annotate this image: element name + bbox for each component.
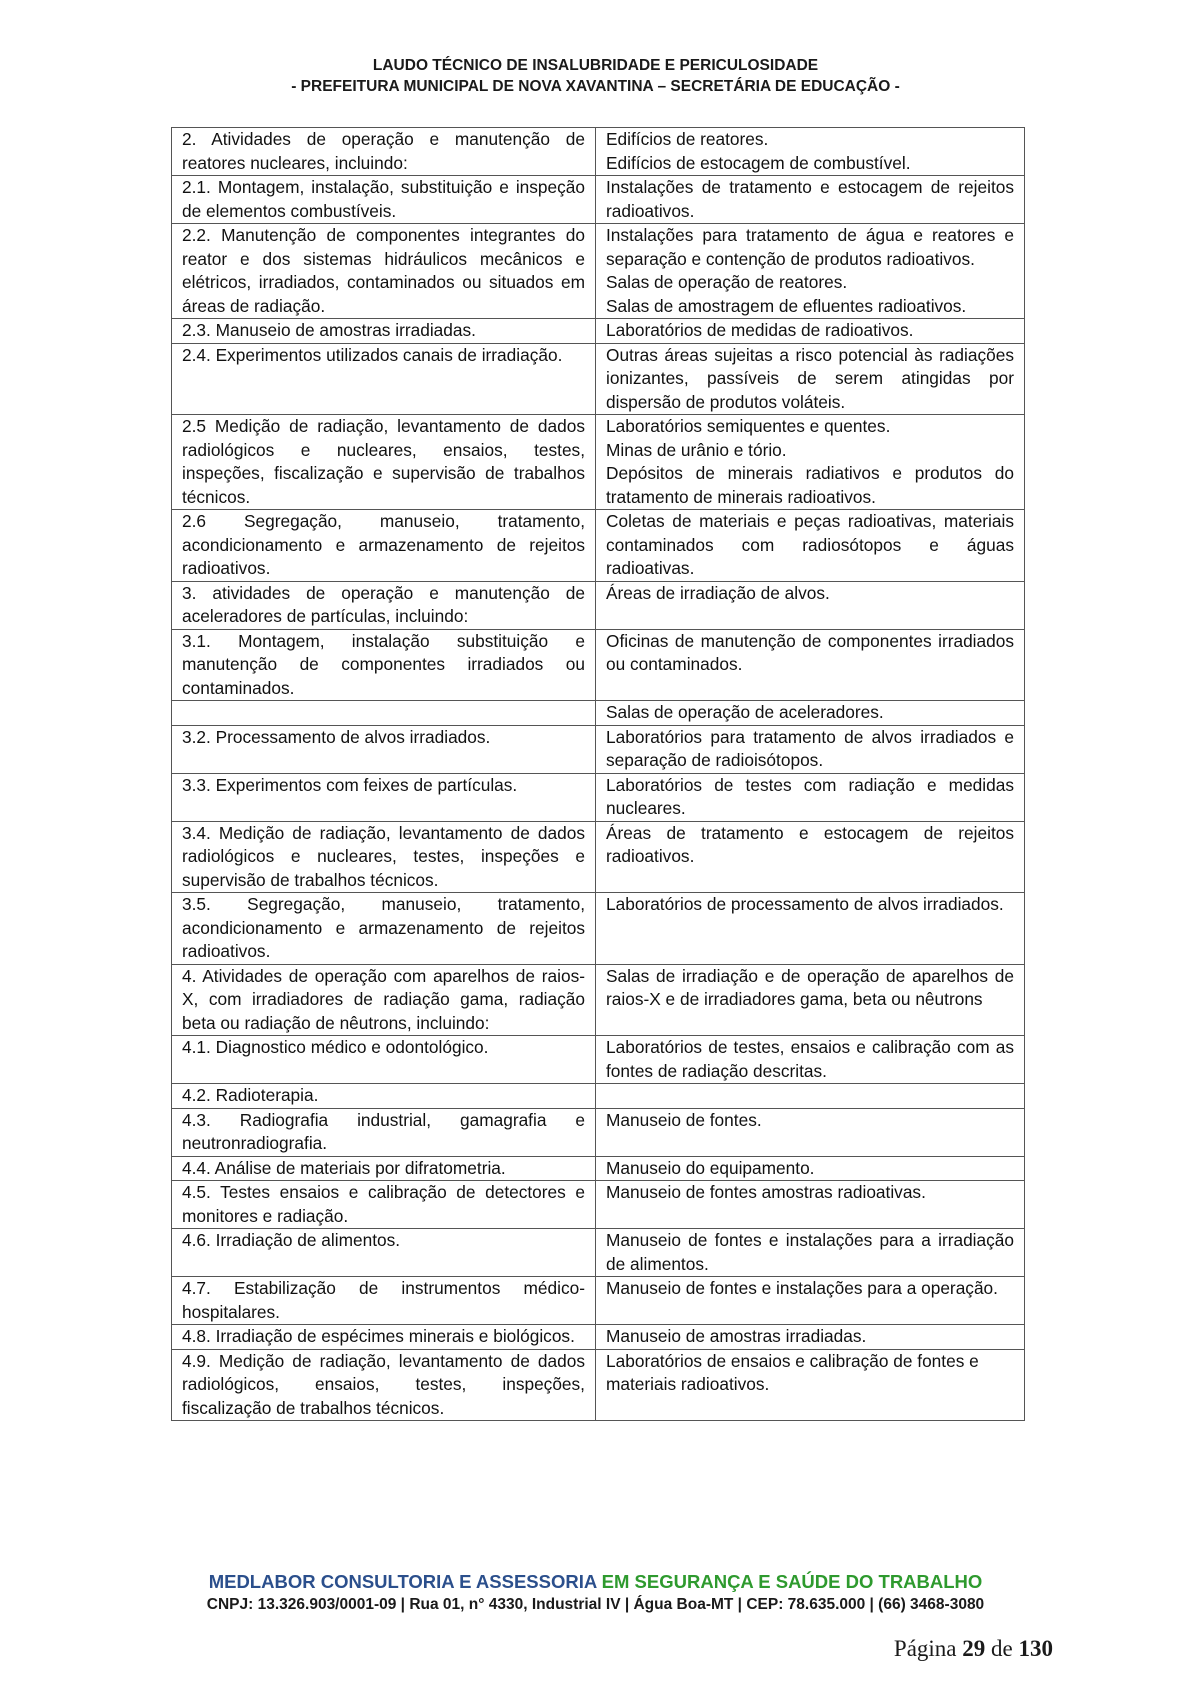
area-line: Salas de irradiação e de operação de aparelhos de raios-X e de irradiadores gama, beta ou nêutrons (606, 965, 1014, 1009)
activity-cell: 4. Atividades de operação com aparelhos de raios-X, com irradiadores de radiação gama, radiação beta ou radiação de nêutrons, incluindo: (172, 964, 596, 1036)
table-row (172, 1036, 1025, 1084)
page-label: Página (893, 1636, 957, 1661)
table-row (172, 415, 1025, 510)
area-line: Salas de amostragem de efluentes radioativos. (606, 295, 967, 316)
activity-cell: 4.7. Estabilização de instrumentos médico-hospitalares. (172, 1277, 596, 1325)
area-cell (596, 701, 1025, 726)
area-cell (596, 581, 1025, 629)
area-cell (596, 319, 1025, 344)
area-line: Outras áreas sujeitas a risco potencial às radiações ionizantes, passíveis de serem atingidas por dispersão de produtos voláteis. (606, 344, 1014, 412)
activity-cell: 2.2. Manutenção de componentes integrantes do reator e dos sistemas hidráulicos mecânicos e elétricos, irradiados, contaminados ou situados em áreas de radiação. (172, 224, 596, 319)
activities-table (171, 127, 1025, 1421)
area-cell (596, 1277, 1025, 1325)
activity-cell: 3.2. Processamento de alvos irradiados. (172, 725, 596, 773)
activity-cell: 2.1. Montagem, instalação, substituição e inspeção de elementos combustíveis. (172, 176, 596, 224)
area-line: Manuseio de fontes e instalações para a operação. (606, 1278, 998, 1298)
area-line: materiais radioativos. (606, 1374, 770, 1394)
header-subtitle: - PREFEITURA MUNICIPAL DE NOVA XAVANTINA – SECRETÁRIA DE EDUCAÇÃO - (291, 78, 900, 95)
activity-cell: 4.5. Testes ensaios e calibração de detectores e monitores e radiação. (172, 1181, 596, 1229)
area-line: Manuseio do equipamento. (606, 1157, 815, 1178)
area-line: Salas de operação de aceleradores. (606, 702, 884, 722)
area-line: Instalações de tratamento e estocagem de rejeitos radioativos. (606, 177, 1014, 221)
area-line: Laboratórios de ensaios e calibração de fontes e (606, 1350, 979, 1371)
activity-cell: 4.9. Medição de radiação, levantamento de dados radiológicos, ensaios, testes, inspeções, fiscalização de trabalhos técnicos. (172, 1349, 596, 1421)
footer-contact: CNPJ: 13.326.903/0001-09 | Rua 01, n° 4330, Industrial IV | Água Boa-MT | CEP: 78.635.000 | (66) 3468-3080 (206, 1596, 985, 1613)
table-row (172, 1229, 1025, 1277)
area-cell (596, 510, 1025, 582)
activity-cell: 3.1. Montagem, instalação substituição e manutenção de componentes irradiados ou contaminados. (172, 629, 596, 701)
area-line: Depósitos de minerais radiativos e produtos do tratamento de minerais radioativos. (606, 463, 1014, 507)
area-cell (596, 1108, 1025, 1156)
table-row (172, 581, 1025, 629)
activity-cell: 2.6 Segregação, manuseio, tratamento, acondicionamento e armazenamento de rejeitos radioativos. (172, 510, 596, 582)
table-row (172, 1181, 1025, 1229)
area-cell (596, 1325, 1025, 1350)
area-line: Laboratórios semiquentes e quentes. (606, 416, 891, 436)
area-cell (596, 176, 1025, 224)
table-row (172, 964, 1025, 1036)
area-cell (596, 343, 1025, 415)
area-line: Instalações para tratamento de água e reatores e separação e contenção de produtos radioativos. (606, 225, 1014, 269)
table-row (172, 224, 1025, 319)
area-line: Laboratórios de medidas de radioativos. (606, 320, 914, 340)
area-line: Laboratórios de testes, ensaios e calibração com as fontes de radiação descritas. (606, 1037, 1014, 1081)
area-cell (596, 725, 1025, 773)
table-row (172, 1108, 1025, 1156)
area-line: Edifícios de estocagem de combustível. (606, 152, 911, 173)
page-number (894, 1636, 1053, 1662)
activity-cell: 3.4. Medição de radiação, levantamento de dados radiológicos e nucleares, testes, inspeções e supervisão de trabalhos técnicos. (172, 821, 596, 893)
table-row (172, 510, 1025, 582)
area-line: Laboratórios de processamento de alvos irradiados. (606, 894, 1004, 914)
table-row (172, 701, 1025, 726)
table-row (172, 773, 1025, 821)
area-line: Minas de urânio e tório. (606, 439, 787, 460)
activity-cell: 3. atividades de operação e manutenção de aceleradores de partículas, incluindo: (172, 581, 596, 629)
table-row (172, 893, 1025, 965)
activity-cell: 2. Atividades de operação e manutenção de reatores nucleares, incluindo: (172, 128, 596, 176)
activity-cell: 4.6. Irradiação de alimentos. (172, 1229, 596, 1277)
activities-table-body (172, 128, 1025, 1421)
area-cell (596, 1036, 1025, 1084)
activity-cell: 4.8. Irradiação de espécimes minerais e biológicos. (172, 1325, 596, 1350)
table-row (172, 1156, 1025, 1181)
document-header (0, 55, 1191, 97)
table-row (172, 1325, 1025, 1350)
footer-company (0, 1570, 1191, 1594)
header-title: LAUDO TÉCNICO DE INSALUBRIDADE E PERICULOSIDADE (372, 57, 819, 74)
area-cell (596, 1181, 1025, 1229)
area-cell (596, 1156, 1025, 1181)
table-row (172, 128, 1025, 176)
area-cell (596, 964, 1025, 1036)
page-total: 130 (1018, 1636, 1053, 1661)
area-cell (596, 1349, 1025, 1421)
area-line: Áreas de irradiação de alvos. (606, 582, 830, 603)
area-line: Salas de operação de reatores. (606, 272, 848, 292)
table-row (172, 1349, 1025, 1421)
activity-cell: 2.5 Medição de radiação, levantamento de dados radiológicos e nucleares, ensaios, testes, inspeções, fiscalização e supervisão de trabalhos técnicos. (172, 415, 596, 510)
area-line: Manuseio de fontes e instalações para a irradiação de alimentos. (606, 1230, 1014, 1274)
activity-cell: 2.3. Manuseio de amostras irradiadas. (172, 319, 596, 344)
table-row (172, 176, 1025, 224)
table-row (172, 725, 1025, 773)
activity-cell: 4.2. Radioterapia. (172, 1084, 596, 1109)
activity-cell: 4.3. Radiografia industrial, gamagrafia e neutronradiografia. (172, 1108, 596, 1156)
area-cell (596, 629, 1025, 701)
area-line: Áreas de tratamento e estocagem de rejeitos radioativos. (606, 822, 1014, 866)
footer-company-name: MEDLABOR CONSULTORIA E ASSESSORIA (208, 1571, 597, 1592)
area-line: Laboratórios de testes com radiação e medidas nucleares. (606, 774, 1014, 818)
activity-cell (172, 701, 596, 726)
activity-cell: 2.4. Experimentos utilizados canais de irradiação. (172, 343, 596, 415)
area-cell (596, 415, 1025, 510)
area-cell (596, 821, 1025, 893)
activity-cell: 3.5. Segregação, manuseio, tratamento, acondicionamento e armazenamento de rejeitos radioativos. (172, 893, 596, 965)
page-of: de (991, 1636, 1013, 1661)
page-current: 29 (962, 1636, 986, 1661)
area-line: Manuseio de fontes. (606, 1109, 762, 1130)
area-cell (596, 773, 1025, 821)
activity-cell: 3.3. Experimentos com feixes de partículas. (172, 773, 596, 821)
area-cell (596, 224, 1025, 319)
area-cell (596, 1084, 1025, 1109)
table-row (172, 319, 1025, 344)
table-row (172, 1277, 1025, 1325)
area-line: Manuseio de fontes amostras radioativas. (606, 1182, 926, 1202)
table-row (172, 821, 1025, 893)
table-row (172, 1084, 1025, 1109)
area-line: Oficinas de manutenção de componentes irradiados ou contaminados. (606, 630, 1014, 674)
area-cell (596, 893, 1025, 965)
area-cell (596, 128, 1025, 176)
area-line: Coletas de materiais e peças radioativas, materiais contaminados com radiosótopos e águas radioativas. (606, 511, 1014, 578)
area-line: Laboratórios para tratamento de alvos irradiados e separação de radioisótopos. (606, 726, 1014, 770)
footer-company-tagline: EM SEGURANÇA E SAÚDE DO TRABALHO (601, 1571, 983, 1592)
activity-cell: 4.4. Análise de materiais por difratometria. (172, 1156, 596, 1181)
table-row (172, 343, 1025, 415)
area-cell (596, 1229, 1025, 1277)
area-line: Edifícios de reatores. (606, 129, 769, 149)
table-row (172, 629, 1025, 701)
activity-cell: 4.1. Diagnostico médico e odontológico. (172, 1036, 596, 1084)
document-footer (0, 1570, 1191, 1616)
area-line: Manuseio de amostras irradiadas. (606, 1326, 867, 1346)
